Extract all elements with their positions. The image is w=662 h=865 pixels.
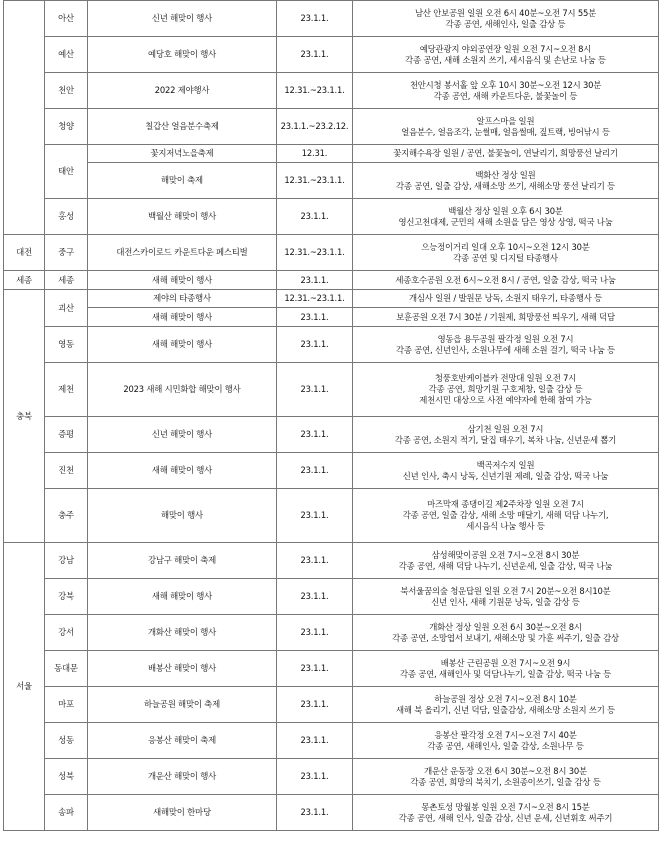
city-cell: 성동 <box>45 723 88 759</box>
table-row <box>4 308 659 327</box>
city-cell: 영동 <box>45 327 88 363</box>
city-cell: 송파 <box>45 795 88 831</box>
table-row <box>4 615 659 651</box>
date-cell: 23.1.1. <box>277 759 353 795</box>
city-cell: 예산 <box>45 37 88 73</box>
event-name-cell: 하늘공원 해맞이 축제 <box>88 687 277 723</box>
description-cell <box>353 453 659 489</box>
description-line: 각종 공연, 소망엽서 보내기, 새해소망 및 가훈 써주기, 일출 감상 <box>392 632 619 643</box>
description-cell <box>353 417 659 453</box>
event-name-cell: 예당호 해맞이 행사 <box>88 37 277 73</box>
city-cell: 충주 <box>45 489 88 543</box>
events-table <box>3 0 659 831</box>
event-name-cell: 개운산 해맞이 행사 <box>88 759 277 795</box>
description-cell <box>353 199 659 235</box>
description-line: 으능정이거리 일대 오후 10시~오전 12시 30분 <box>421 241 590 252</box>
description-line: 삼기천 일원 오전 7시 <box>467 423 544 434</box>
table-row <box>4 417 659 453</box>
description-cell <box>353 271 659 290</box>
description-line: 각종 공연, 희망기원 구호제창, 일출 감상 등 <box>428 384 583 394</box>
event-name-cell: 새해 해맞이 행사 <box>88 327 277 363</box>
description-line: 각종 공연, 새해 소원지 쓰기, 세시음식 및 손난로 나눔 등 <box>405 54 606 65</box>
date-cell: 23.1.1. <box>277 453 353 489</box>
event-name-cell: 백월산 해맞이 행사 <box>88 199 277 235</box>
city-cell: 천안 <box>45 73 88 109</box>
date-cell: 23.1.1. <box>277 417 353 453</box>
date-cell: 12.31.~23.1.1. <box>277 235 353 271</box>
event-name-cell: 개화산 해맞이 행사 <box>88 615 277 651</box>
date-cell: 23.1.1. <box>277 271 353 290</box>
date-cell: 23.1.1. <box>277 489 353 543</box>
description-cell <box>353 327 659 363</box>
description-line: 마즈막재 종댕이길 제2주차장 일원 오전 7시 <box>427 499 584 509</box>
region-cell: 서울 <box>4 543 45 831</box>
city-cell: 진천 <box>45 453 88 489</box>
event-name-cell: 제야의 타종행사 <box>88 290 277 308</box>
description-line: 삼성해맞이공원 오전 7시~오전 8시 30분 <box>431 549 580 560</box>
date-cell: 23.1.1. <box>277 651 353 687</box>
date-cell: 23.1.1. <box>277 543 353 579</box>
description-line: 백곡저수지 일원 <box>476 459 535 470</box>
description-line: 각종 공연, 일출 감상, 새해 소망 매달기, 새해 덕담 나누기, <box>402 510 609 520</box>
event-name-cell: 새해 해맞이 행사 <box>88 453 277 489</box>
description-cell <box>353 109 659 145</box>
city-cell: 성북 <box>45 759 88 795</box>
description-cell <box>353 363 659 417</box>
date-cell: 23.1.1.~23.2.12. <box>277 109 353 145</box>
description-cell <box>353 687 659 723</box>
description-line: 알프스마을 일원 <box>476 115 535 126</box>
description-line: 신년 인사, 축시 낭독, 신년기원 제례, 일출 감상, 떡국 나눔 <box>402 470 609 481</box>
date-cell: 12.31. <box>277 145 353 163</box>
event-name-cell: 해맞이 축제 <box>88 163 277 199</box>
description-line: 북서울꿈의숲 청운답원 일원 오전 7시 20분~오전 8시10분 <box>400 585 611 596</box>
description-cell <box>353 163 659 199</box>
city-cell: 세종 <box>45 271 88 290</box>
description-cell <box>353 579 659 615</box>
city-cell: 괴산 <box>45 290 88 327</box>
date-cell: 12.31.~23.1.1. <box>277 73 353 109</box>
description-line: 보훈공원 오전 7시 30분 / 기원제, 희망풍선 띄우기, 새해 덕담 <box>396 311 615 322</box>
city-cell: 동대문 <box>45 651 88 687</box>
description-line: 백화산 정상 일원 <box>475 169 536 180</box>
description-line: 응봉산 팔각정 오전 7시~오전 7시 40분 <box>434 729 577 740</box>
description-line: 각종 공연, 새해 인사, 일출 감상, 신년 운세, 신년휘호 써주기 <box>398 812 613 823</box>
description-line: 각종 공연, 새해인사, 일출 감상, 소원나무 등 <box>427 740 584 751</box>
description-cell <box>353 37 659 73</box>
event-name-cell: 신년 해맞이 행사 <box>88 417 277 453</box>
description-line: 각종 공연, 새해인사 및 덕담나누기, 일출 감상, 떡국 나눔 등 <box>399 668 612 679</box>
table-row <box>4 651 659 687</box>
description-cell <box>353 543 659 579</box>
description-line: 각종 공연, 희망의 북치기, 소원종이쓰기, 일출 감상 등 <box>410 776 601 787</box>
table-row <box>4 327 659 363</box>
table-row <box>4 687 659 723</box>
date-cell: 23.1.1. <box>277 579 353 615</box>
region-cell: 충북 <box>4 290 45 543</box>
table-row <box>4 199 659 235</box>
table-row <box>4 145 659 163</box>
description-line: 세시음식 나눔 행사 등 <box>466 521 545 531</box>
description-line: 각종 공연, 새해 카운트다운, 불꽃놀이 등 <box>433 90 578 101</box>
table-row <box>4 37 659 73</box>
description-line: 각종 공연 및 디지털 타종행사 <box>453 252 558 263</box>
description-line: 제천시민 대상으로 사전 예약자에 한해 참여 가능 <box>419 395 592 405</box>
table-row <box>4 1 659 37</box>
city-cell: 강서 <box>45 615 88 651</box>
city-cell: 태안 <box>45 145 88 199</box>
table-row <box>4 489 659 543</box>
description-cell <box>353 795 659 831</box>
date-cell: 23.1.1. <box>277 363 353 417</box>
table-row <box>4 453 659 489</box>
city-cell: 홍성 <box>45 199 88 235</box>
table-row <box>4 235 659 271</box>
event-name-cell: 해맞이 행사 <box>88 489 277 543</box>
date-cell: 23.1.1. <box>277 795 353 831</box>
city-cell: 제천 <box>45 363 88 417</box>
description-cell <box>353 290 659 308</box>
city-cell: 청양 <box>45 109 88 145</box>
date-cell: 23.1.1. <box>277 199 353 235</box>
table-row <box>4 723 659 759</box>
description-line: 새해 북 올리기, 신년 덕담, 일출감상, 새해소망 소원지 쓰기 등 <box>396 704 615 715</box>
event-name-cell: 2023 새해 시민화합 해맞이 행사 <box>88 363 277 417</box>
city-cell: 아산 <box>45 1 88 37</box>
region-cell: 세종 <box>4 271 45 290</box>
date-cell: 23.1.1. <box>277 687 353 723</box>
region-cell: 대전 <box>4 235 45 271</box>
table-row <box>4 109 659 145</box>
description-cell <box>353 759 659 795</box>
event-name-cell: 새해 해맞이 행사 <box>88 271 277 290</box>
description-line: 천안시청 봉서홀 앞 오후 10시 30분~오전 12시 30분 <box>409 79 602 90</box>
description-cell <box>353 73 659 109</box>
description-cell <box>353 615 659 651</box>
city-cell: 증평 <box>45 417 88 453</box>
event-name-cell: 새해 해맞이 행사 <box>88 308 277 327</box>
event-name-cell: 꽃지저녁노을축제 <box>88 145 277 163</box>
description-line: 백월산 정상 일원 오후 6시 30분 <box>448 205 563 216</box>
date-cell: 12.31.~23.1.1. <box>277 163 353 199</box>
date-cell: 23.1.1. <box>277 327 353 363</box>
description-line: 각종 공연, 새해인사, 일출 감상 등 <box>445 18 566 29</box>
region-cell <box>4 1 45 235</box>
description-line: 몽촌토성 망월봉 일원 오전 7시~오전 8시 15분 <box>421 801 590 812</box>
city-cell: 마포 <box>45 687 88 723</box>
table-row <box>4 163 659 199</box>
event-name-cell: 새해맞이 한마당 <box>88 795 277 831</box>
event-name-cell: 2022 제야행사 <box>88 73 277 109</box>
table-row <box>4 290 659 308</box>
event-name-cell: 새해 해맞이 행사 <box>88 579 277 615</box>
description-line: 각종 공연, 소원지 적기, 달집 태우기, 복차 나눔, 신년운세 뽑기 <box>394 434 617 445</box>
description-line: 세종호수공원 오전 6시~오전 8시 / 공연, 일출 감상, 떡국 나눔 <box>395 274 616 285</box>
table-row <box>4 759 659 795</box>
table-row <box>4 73 659 109</box>
date-cell: 12.31.~23.1.1. <box>277 290 353 308</box>
city-cell: 강북 <box>45 579 88 615</box>
city-cell: 강남 <box>45 543 88 579</box>
event-name-cell: 대전스카이로드 카운트다운 페스티벌 <box>88 235 277 271</box>
description-line: 각종 공연, 새해 덕담 나누기, 신년운세, 일출 감상, 떡국 나눔 <box>398 560 613 571</box>
city-cell: 중구 <box>45 235 88 271</box>
table-row <box>4 579 659 615</box>
date-cell: 23.1.1. <box>277 308 353 327</box>
date-cell: 23.1.1. <box>277 1 353 37</box>
description-cell <box>353 145 659 163</box>
description-line: 영신고천대제, 군민의 새해 소원을 담은 영상 상영, 떡국 나눔 <box>398 216 613 227</box>
description-line: 꽃지해수욕장 일원 / 공연, 불꽃놀이, 연날리기, 희망풍선 날리기 <box>393 148 618 158</box>
event-name-cell: 배봉산 해맞이 행사 <box>88 651 277 687</box>
description-line: 예당관광지 야외공연장 일원 오전 7시~오전 8시 <box>419 43 592 54</box>
table-row <box>4 543 659 579</box>
description-line: 얼음분수, 얼음조각, 눈썰매, 얼음썰매, 짚트랙, 빙어낚시 등 <box>401 126 610 137</box>
description-cell <box>353 723 659 759</box>
description-line: 남산 안보공원 일원 오전 6시 40분~오전 7시 55분 <box>414 7 597 18</box>
description-line: 신년 인사, 새해 기원문 낭독, 일출 감상 등 <box>431 596 580 607</box>
date-cell: 23.1.1. <box>277 723 353 759</box>
event-name-cell: 응봉산 해맞이 축제 <box>88 723 277 759</box>
description-line: 개심사 일원 / 발원문 낭독, 소원지 태우기, 타종행사 등 <box>409 293 602 303</box>
table-row <box>4 271 659 290</box>
description-line: 각종 공연, 신년인사, 소원나무에 새해 소원 걸기, 떡국 나눔 등 <box>396 344 615 355</box>
description-line: 개화산 정상 일원 오전 6시 30분~오전 8시 <box>429 621 582 632</box>
table-row <box>4 363 659 417</box>
description-cell <box>353 651 659 687</box>
date-cell: 23.1.1. <box>277 37 353 73</box>
table-row <box>4 795 659 831</box>
description-line: 배봉산 근린공원 오전 7시~오전 9시 <box>440 657 571 668</box>
description-cell <box>353 308 659 327</box>
description-cell <box>353 489 659 543</box>
description-cell <box>353 1 659 37</box>
description-line: 하늘공원 정상 오전 7시~오전 8시 10분 <box>434 693 577 704</box>
event-name-cell: 칠갑산 얼음분수축제 <box>88 109 277 145</box>
date-cell: 23.1.1. <box>277 615 353 651</box>
description-line: 청풍호반케이블카 전망대 일원 오전 7시 <box>434 373 577 383</box>
description-line: 영동읍 용두공원 팔각정 일원 오전 7시 <box>437 333 574 344</box>
event-name-cell: 강남구 해맞이 축제 <box>88 543 277 579</box>
description-line: 개운산 운동장 오전 6시 30분~오전 8시 30분 <box>424 765 587 776</box>
description-line: 각종 공연, 일출 감상, 새해소망 쓰기, 새해소망 풍선 날리기 등 <box>396 180 615 191</box>
event-name-cell: 신년 해맞이 행사 <box>88 1 277 37</box>
description-cell <box>353 235 659 271</box>
